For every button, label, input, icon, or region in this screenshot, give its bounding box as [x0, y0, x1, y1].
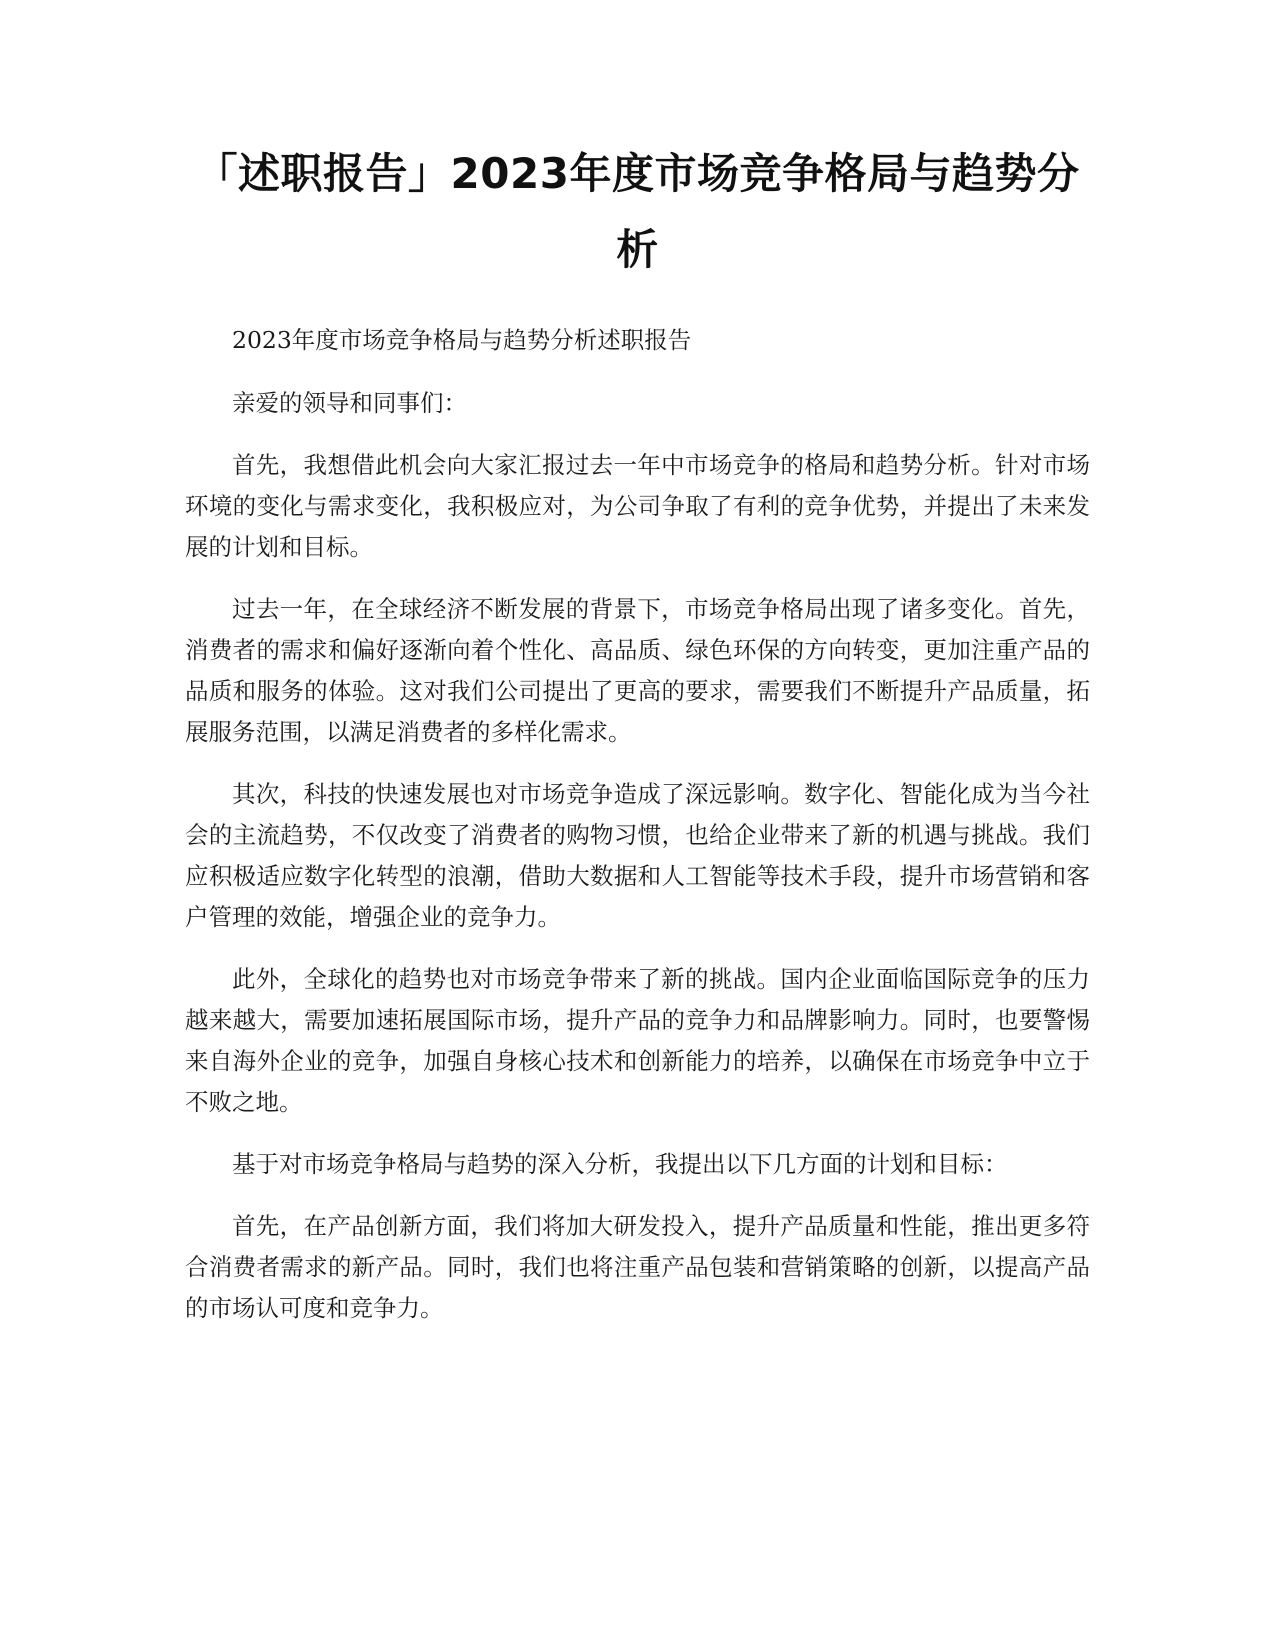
paragraph-product-innovation: 首先，在产品创新方面，我们将加大研发投入，提升产品质量和性能，推出更多符合消费者需求的新产品。同时，我们也将注重产品包装和营销策略的创新，以提高产品的市场认可度和竞争力。: [185, 1212, 1090, 1322]
paragraph-technology: 其次，科技的快速发展也对市场竞争造成了深远影响。数字化、智能化成为当今社会的主流趋势，不仅改变了消费者的购物习惯，也给企业带来了新的机遇与挑战。我们应积极适应数字化转型的浪潮，借助大数据和人工智能等技术手段，提升市场营销和客户管理的效能，增强企业的竞争力。: [185, 780, 1090, 931]
salutation: 亲爱的领导和同事们：: [232, 389, 467, 417]
document-body: [185, 320, 1090, 1350]
document-title: 「述职报告」2023年度市场竞争格局与趋势分析: [195, 149, 1080, 274]
paragraph-intro: 首先，我想借此机会向大家汇报过去一年中市场竞争的格局和趋势分析。针对市场环境的变化与需求变化，我积极应对，为公司争取了有利的竞争优势，并提出了未来发展的计划和目标。: [185, 451, 1090, 561]
paragraph-plan-intro: 基于对市场竞争格局与趋势的深入分析，我提出以下几方面的计划和目标：: [232, 1150, 1008, 1178]
paragraph-globalization: 此外，全球化的趋势也对市场竞争带来了新的挑战。国内企业面临国际竞争的压力越来越大，需要加速拓展国际市场，提升产品的竞争力和品牌影响力。同时，也要警惕来自海外企业的竞争，加强自身核心技术和创新能力的培养，以确保在市场竞争中立于不败之地。: [185, 965, 1090, 1116]
report-heading-line: 2023年度市场竞争格局与趋势分析述职报告: [232, 326, 692, 354]
paragraph-consumer-trends: 过去一年，在全球经济不断发展的背景下，市场竞争格局出现了诸多变化。首先，消费者的需求和偏好逐渐向着个性化、高品质、绿色环保的方向转变，更加注重产品的品质和服务的体验。这对我们公司提出了更高的要求，需要我们不断提升产品质量，拓展服务范围，以满足消费者的多样化需求。: [185, 595, 1090, 746]
